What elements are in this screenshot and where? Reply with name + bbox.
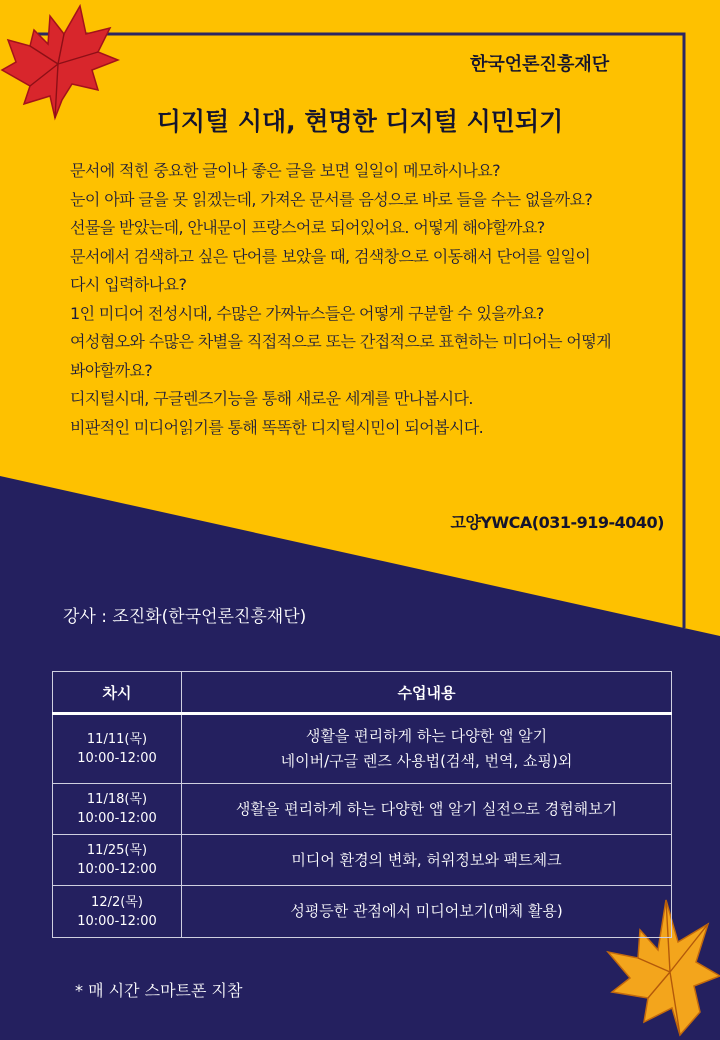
content-line: 성평등한 관점에서 미디어보기(매체 활용) [290,902,563,920]
page-title: 디지털 시대, 현명한 디지털 시민되기 [156,107,564,136]
intro-line: 문서에 적힌 중요한 글이나 좋은 글을 보면 일일이 메모하시나요? [70,161,501,180]
content-line: 생활을 편리하게 하는 다양한 앱 알기 [305,727,548,745]
session-cell [53,835,182,886]
session-cell [53,784,182,835]
content-cell [182,835,672,886]
session-date: 11/11(목) [86,732,148,747]
content-cell [182,714,672,784]
content-line: 생활을 편리하게 하는 다양한 앱 알기 실전으로 경험해보기 [235,799,618,818]
contact-info: 고양YWCA(031-919-4040) [450,513,664,532]
content-line: 미디어 환경의 변화, 허위정보와 팩트체크 [291,850,562,869]
table-header-row [53,672,672,714]
intro-line: 선물을 받았는데, 안내문이 프랑스어로 되어있어요. 어떻게 해야할까요? [70,218,545,237]
intro-line: 봐야할까요? [70,360,153,380]
session-time: 10:00-12:00 [77,862,157,877]
table-row [53,714,672,784]
session-cell [53,714,182,784]
header-session: 차시 [53,672,182,714]
intro-line: 눈이 아파 글을 못 읽겠는데, 가져온 문서를 음성으로 바로 들을 수는 없을까요? [70,189,593,209]
intro-line: 여성혐오와 수많은 차별을 직접적으로 또는 간접적으로 표현하는 미디어는 어떻게 [70,332,611,351]
intro-line: 디지털시대, 구글렌즈기능을 통해 새로운 세계를 만나봅시다. [70,389,473,408]
schedule-table [52,671,672,938]
content-cell [182,886,672,938]
table-row [53,886,672,938]
header-content: 수업내용 [182,672,672,714]
intro-text [70,157,690,442]
intro-line: 문서에서 검색하고 싶은 단어를 보았을 때, 검색창으로 이동해서 단어를 일일이 [70,246,591,266]
session-time: 10:00-12:00 [77,811,157,826]
intro-line: 비판적인 미디어읽기를 통해 똑똑한 디지털시민이 되어봅시다. [70,417,484,437]
table-row [53,835,672,886]
session-date: 11/25(목) [86,843,148,858]
session-cell [53,886,182,938]
intro-line: 1인 미디어 전성시대, 수많은 가짜뉴스들은 어떻게 구분할 수 있을까요? [70,303,544,323]
instructor-label: 강사 : 조진화(한국언론진흥재단) [63,607,307,627]
table-row [53,784,672,835]
content-cell [182,784,672,835]
content-line: 네이버/구글 렌즈 사용법(검색, 번역, 쇼핑)외 [280,752,573,770]
organization-name: 한국언론진흥재단 [470,54,610,75]
session-time: 10:00-12:00 [77,913,157,929]
footnote: * 매 시간 스마트폰 지참 [75,981,243,1000]
intro-line: 다시 입력하나요? [70,275,187,294]
session-time: 10:00-12:00 [77,751,157,766]
session-date: 12/2(목) [91,894,143,910]
session-date: 11/18(목) [86,792,148,807]
